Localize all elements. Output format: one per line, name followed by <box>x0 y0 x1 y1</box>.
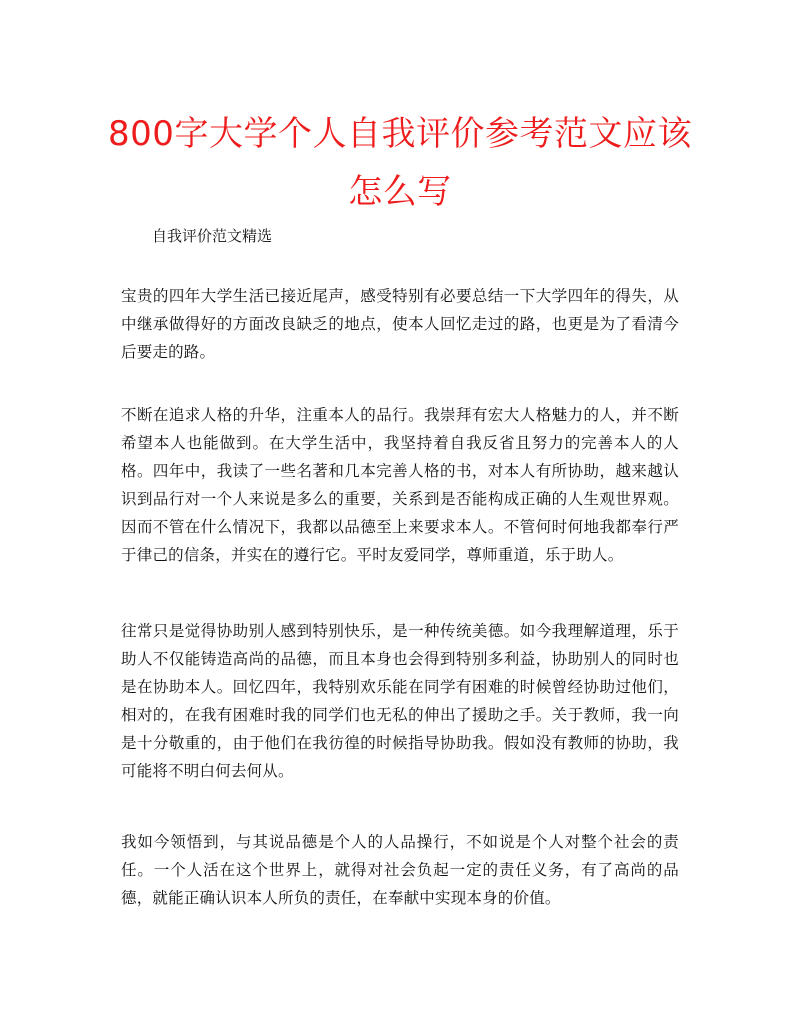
paragraph-1: 宝贵的四年大学生活已接近尾声，感受特别有必要总结一下大学四年的得失，从中继承做得好的方面改良缺乏的地点，使本人回忆走过的路，也更是为了看清今后要走的路。 <box>121 287 679 361</box>
paragraph-3: 往常只是觉得协助别人感到特别快乐，是一种传统美德。如今我理解道理，乐于助人不仅能铸造高尚的品德，而且本身也会得到特别多利益，协助别人的同时也是在协助本人。回忆四年，我特别欢乐能在同学有困难的时候曾经协助过他们，相对的，在我有困难时我的同学们也无私的伸出了援助之手。关于教师，我一向是十分敬重的，由于他们在我彷徨的时候指导协助我。假如没有教师的协助，我可能将不明白何去何从。 <box>121 622 679 780</box>
paragraph-2: 不断在追求人格的升华，注重本人的品行。我崇拜有宏大人格魅力的人，并不断希望本人也能做到。在大学生活中，我坚持着自我反省且努力的完善本人的人格。四年中，我读了一些名著和几本完善人格的书，对本人有所协助，越来越认识到品行对一个人来说是多么的重要，关系到是否能构成正确的人生观世界观。因而不管在什么情况下，我都以品德至上来要求本人。不管何时何地我都奉行严于律己的信条，并实在的遵行它。平时友爱同学，尊师重道，乐于助人。 <box>121 406 679 564</box>
document-subtitle: 自我评价范文精选 <box>152 227 273 245</box>
paragraph-4: 我如今领悟到，与其说品德是个人的人品操行，不如说是个人对整个社会的责任。一个人活在这个世界上，就得对社会负起一定的责任义务，有了高尚的品德，就能正确认识本人所负的责任，在奉献中实现本身的价值。 <box>121 833 679 907</box>
document-title: 800字大学个人自我评价参考范文应该怎么写 <box>108 114 692 212</box>
